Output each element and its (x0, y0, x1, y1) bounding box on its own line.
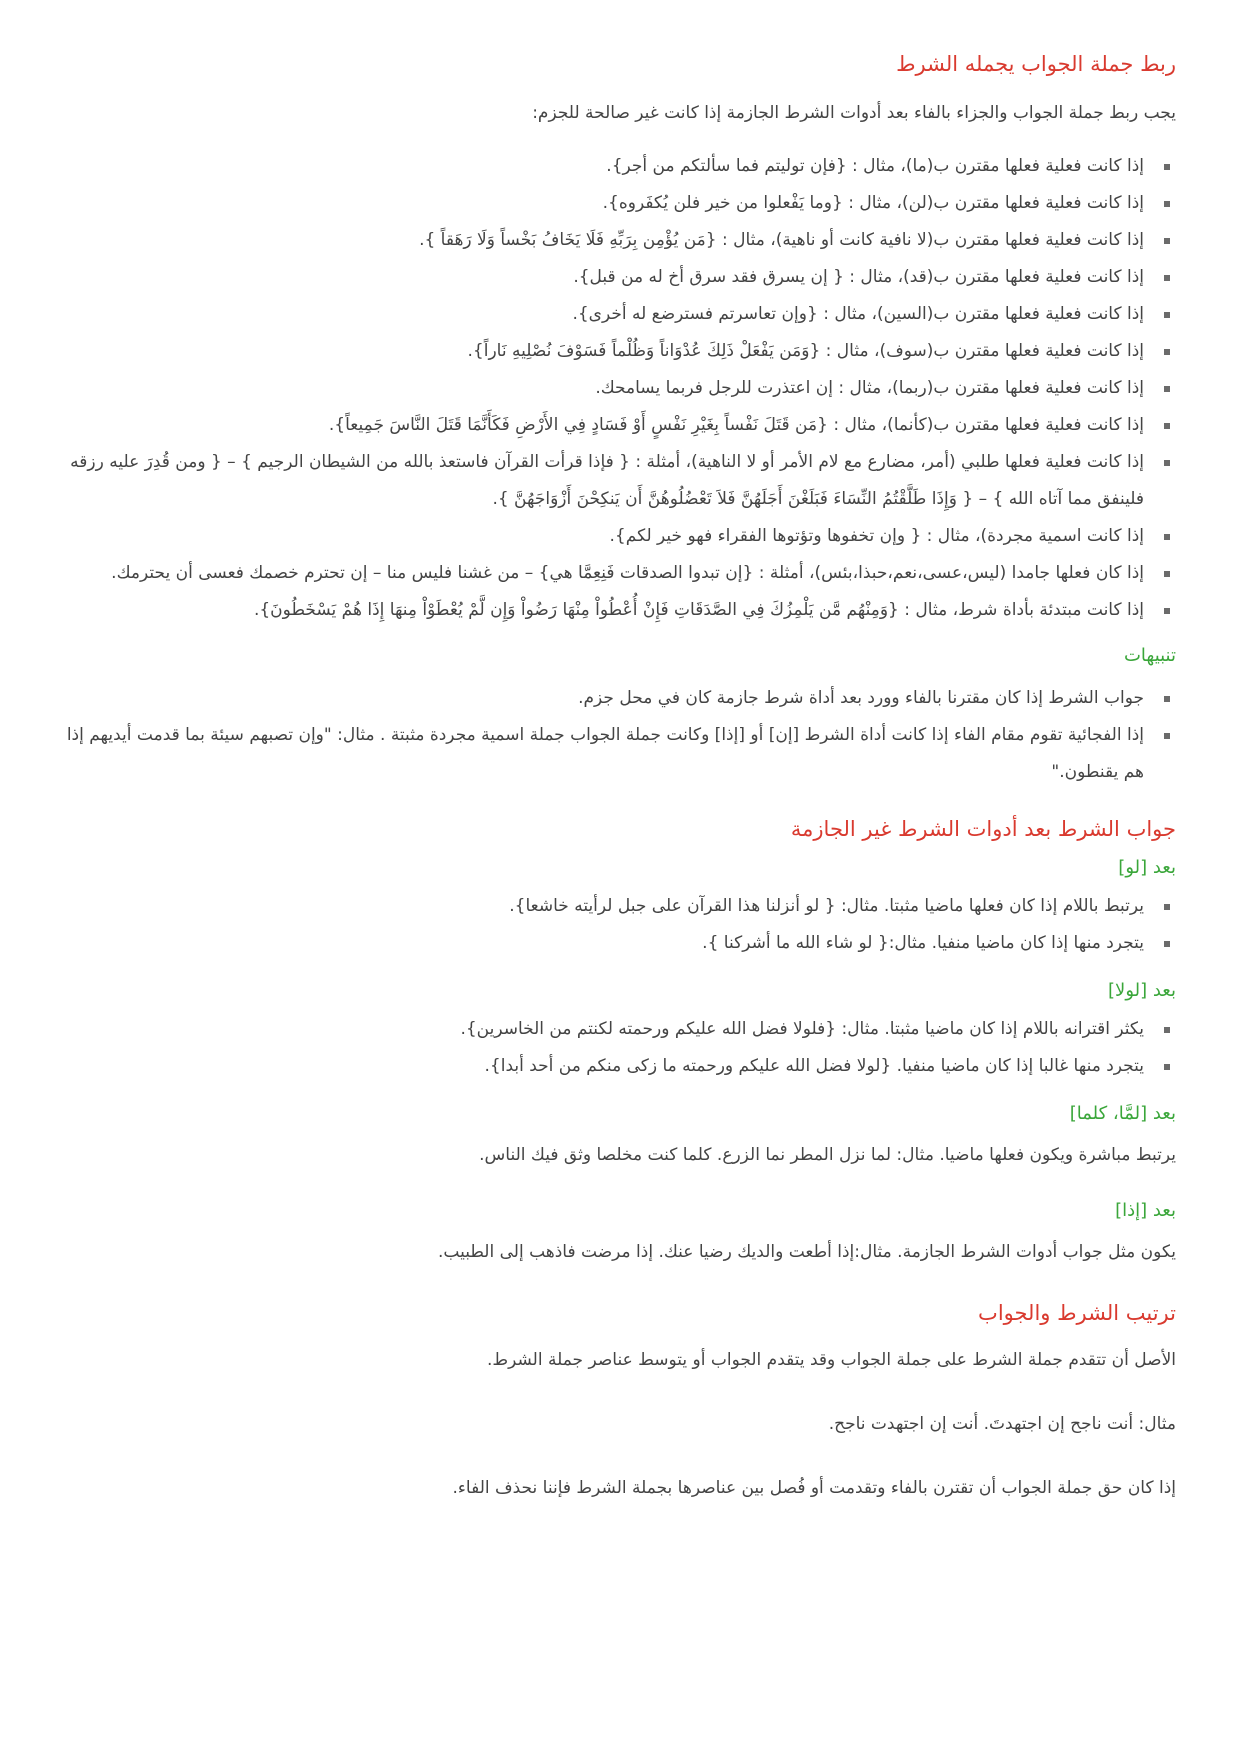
section-title-non-jussive: جواب الشرط بعد أدوات الشرط غير الجازمة (790, 817, 1176, 841)
list-item: يتجرد منها إذا كان ماضيا منفيا. مثال:{ لو شاء الله ما أشركنا }. (66, 925, 1176, 962)
list-item: يتجرد منها غالبا إذا كان ماضيا منفيا. {لولا فضل الله عليكم ورحمته ما زكى منكم من أحد أبدا}. (66, 1048, 1176, 1085)
subsection-title-law: بعد [لو] (1118, 857, 1176, 878)
list-item: إذا كانت فعلية فعلها مقترن ب(السين)، مثال : {وإن تعاسرتم فسترضع له أخرى}. (66, 296, 1176, 333)
link-rules-list (66, 148, 1176, 629)
list-item: إذا كان فعلها جامدا (ليس،عسى،نعم،حبذا،بئس)، أمثلة : {إن تبدوا الصدقات فَنِعِمَّا هي} – من غشنا فليس منا – إن تحترم خصمك فعسى أن يحترمك. (66, 555, 1176, 592)
idha-text: يكون مثل جواب أدوات الشرط الجازمة. مثال:إذا أطعت والديك رضيا عنك. إذا مرضت فاذهب إلى الطبيب. (437, 1242, 1176, 1262)
notes-list (66, 680, 1176, 791)
list-item: إذا كانت فعلية فعلها مقترن ب(سوف)، مثال : {وَمَن يَفْعَلْ ذَلِكَ عُدْوَاناً وَظُلْماً فَسَوْفَ نُصْلِيهِ نَاراً}. (66, 333, 1176, 370)
list-item: إذا كانت اسمية مجردة)، مثال : { وإن تخفوها وتؤتوها الفقراء فهو خير لكم}. (66, 518, 1176, 555)
list-item: إذا كانت فعلية فعلها مقترن ب(ما)، مثال : {فإن توليتم فما سألتكم من أجر}. (66, 148, 1176, 185)
lawla-rules-list (66, 1011, 1176, 1085)
list-item: يكثر اقترانه باللام إذا كان ماضيا مثبتا. مثال: {فلولا فضل الله عليكم ورحمته لكنتم من الخاسرين}. (66, 1011, 1176, 1048)
list-item: جواب الشرط إذا كان مقترنا بالفاء وورد بعد أداة شرط جازمة كان في محل جزم. (66, 680, 1176, 717)
law-rules-list (66, 888, 1176, 962)
list-item: إذا كانت فعلية فعلها مقترن ب(لن)، مثال : {وما يَفْعلوا من خير فلن يُكفَروه}. (66, 185, 1176, 222)
list-item: إذا الفجائية تقوم مقام الفاء إذا كانت أداة الشرط [إن] أو [إذا] وكانت جملة الجواب جملة اسمية مجردة مثبتة . مثال: "وإن تصبهم سيئة بما قدمت أيديهم إذا هم يقنطون." (66, 717, 1176, 791)
list-item: إذا كانت فعلية فعلها طلبي (أمر، مضارع مع لام الأمر أو لا الناهية)، أمثلة : { فإذا قرأت القرآن فاستعذ بالله من الشيطان الرجيم } – { ومن قُدِرَ عليه رزقه فلينفق مما آتاه الله } – { وَإِذَا طَلَّقْتُمُ النِّسَاءَ فَبَلَغْنَ أَجَلَهُنَّ فَلاَ تَعْضُلُوهُنَّ أَن يَنكِحْنَ أَزْوَاجَهُنَّ }. (66, 444, 1176, 518)
order-paragraph-2: مثال: أنت ناجح إن اجتهدتَ. أنت إن اجتهدت ناجح. (828, 1414, 1176, 1434)
list-item: إذا كانت فعلية فعلها مقترن ب(كأنما)، مثال : {مَن قَتَلَ نَفْساً بِغَيْرِ نَفْسٍ أَوْ فَسَادٍ فِي الأَرْضِ فَكَأَنَّمَا قَتَلَ النَّاسَ جَمِيعاً}. (66, 407, 1176, 444)
list-item: إذا كانت فعلية فعلها مقترن ب(ربما)، مثال : إن اعتذرت للرجل فربما يسامحك. (66, 370, 1176, 407)
section-title-order: ترتيب الشرط والجواب (978, 1301, 1176, 1325)
lamma-text: يرتبط مباشرة ويكون فعلها ماضيا. مثال: لما نزل المطر نما الزرع. كلما كنت مخلصا وثق فيك الناس. (479, 1145, 1176, 1165)
list-item: إذا كانت مبتدئة بأداة شرط، مثال : {وَمِنْهُم مَّن يَلْمِزُكَ فِي الصَّدَقَاتِ فَإِنْ أُعْطُواْ مِنْهَا رَضُواْ وَإِن لَّمْ يُعْطَوْاْ مِنهَا إِذَا هُمْ يَسْخَطُونَ}. (66, 592, 1176, 629)
notes-title: تنبيهات (1123, 645, 1176, 666)
list-item: يرتبط باللام إذا كان فعلها ماضيا مثبتا. مثال: { لو أنزلنا هذا القرآن على جبل لرأيته خاشعا}. (66, 888, 1176, 925)
subsection-title-idha: بعد [إذا] (1115, 1200, 1176, 1221)
section-intro: يجب ربط جملة الجواب والجزاء بالفاء بعد أدوات الشرط الجازمة إذا كانت غير صالحة للجزم: (532, 103, 1176, 123)
document-page (66, 52, 1176, 1503)
subsection-title-lamma: بعد [لمَّا، كلما] (1069, 1103, 1176, 1124)
order-paragraph-1: الأصل أن تتقدم جملة الشرط على جملة الجواب وقد يتقدم الجواب أو يتوسط عناصر جملة الشرط. (487, 1350, 1176, 1370)
list-item: إذا كانت فعلية فعلها مقترن ب(قد)، مثال : { إن يسرق فقد سرق أخ له من قبل}. (66, 259, 1176, 296)
section-title-condition-link: ربط جملة الجواب يجمله الشرط (896, 52, 1176, 76)
list-item: إذا كانت فعلية فعلها مقترن ب(لا نافية كانت أو ناهية)، مثال : {مَن يُؤْمِن بِرَبِّهِ فَلَا يَخَافُ بَخْساً وَلَا رَهَقاً }. (66, 222, 1176, 259)
order-paragraph-3: إذا كان حق جملة الجواب أن تقترن بالفاء وتقدمت أو فُصل بين عناصرها بجملة الشرط فإننا نحذف الفاء. (452, 1478, 1176, 1498)
subsection-title-lawla: بعد [لولا] (1108, 980, 1176, 1001)
